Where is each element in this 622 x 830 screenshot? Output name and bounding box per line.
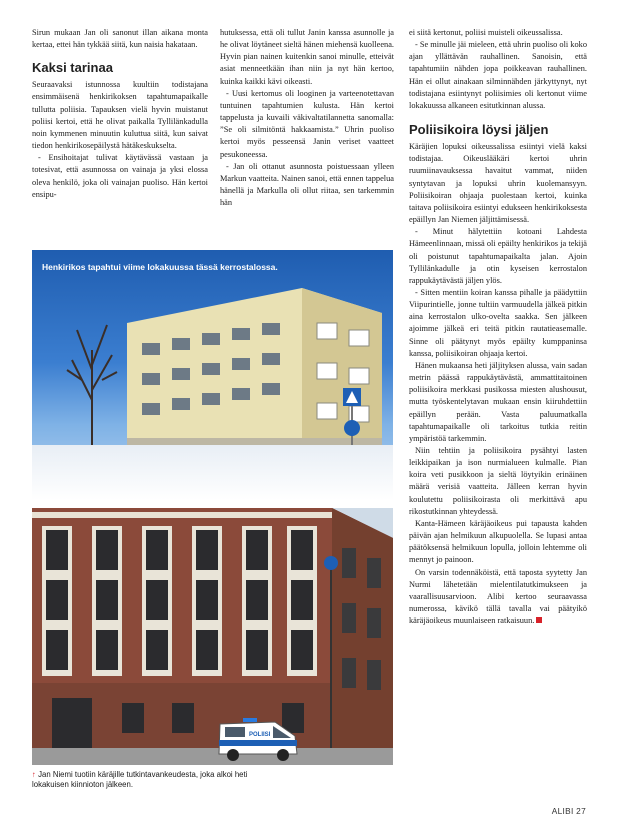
section-heading-poliisikoira: Poliisikoira löysi jäljen — [409, 122, 549, 138]
photo-apartment-building — [32, 250, 393, 500]
paragraph: - Minut hälytettiin kotoani Lahdesta Hämeenlinnaan, missä oli epäilty henkirikos ja tekijä oli poistunut tapahtumapaikalta jalan. Ajoin Tyllilänkadulle ja otin kyseisen kerrostalon rappukäytävästä jäljen ylös. — [409, 227, 587, 285]
paragraph: - Se minulle jäi mieleen, että uhrin puoliso oli koko ajan yllättävän rauhallinen. Sanoisin, että tapahtumiin nähden jopa poikkeavan rauhallinen. Hän ei ollut ainakaan silminnähden järkyttynyt, nyt todistajana esiintynyt poliisimies oli kertonut viime lokakuussa alkaneen esitutkinnan alussa. — [409, 40, 587, 110]
paragraph: Hänen mukaansa heti jäljityksen alussa, vain sadan metrin päässä rappukäytävästä, ammattitaitoinen poliisikoira merkkasi pusikossa miesten alushousut, mutta työskentelytavan mukaan ensin kiiruhdettiin epäillyn perään. Vasta paluumatkalla tapahtumapaikalle oli tarkoitus tutkia reitin ympäristöä tarkemmin. — [409, 360, 587, 443]
paragraph: Käräjien lopuksi oikeussalissa esiintyi vielä kaksi todistajaa. Oikeuslääkäri kertoi uhrin ruumiinavauksessa havaitut vammat, niiden syntytavan ja lopuksi uhrin kuolemansyyn. Poliisikoiran ohjaaja puolestaan kertoi, kuinka taitava poliisikoira esiintyi edukseen henkirikoksesta epäillyn Jan Niemen jäljittämisessä. — [409, 142, 587, 225]
paragraph — [409, 567, 587, 628]
paragraph: ei siitä kertonut, poliisi muisteli oikeussalissa. — [409, 28, 563, 37]
brick-building-graphic — [32, 508, 393, 765]
photo-caption — [32, 770, 252, 790]
snow-ground — [32, 445, 393, 500]
caption-text: Jan Niemi tuotiin käräjille tutkintavankeudesta, joka alkoi heti lokakuisen kiinnioton jälkeen. — [32, 770, 248, 789]
photo-courthouse-building — [32, 508, 393, 765]
text-column-2 — [220, 27, 394, 209]
paragraph: Sirun mukaan Jan oli sanonut illan aikana monta kertaa, ettei hän tykkää siitä, kun naisia hakataan. — [32, 28, 208, 50]
text-column-1 — [32, 27, 208, 201]
text-column-3 — [409, 27, 587, 627]
police-van-label: POLIISI — [249, 732, 271, 738]
paragraph: Niin tehtiin ja poliisikoira pysähtyi lasten leikkipaikan ja ison nurmialueen kulmalle. Pian koira veti pusikkoon ja sieltä löytyikin erinäinen määrä verisiä vaatteita. Jälleen kerran hyvin koulutettu poliisikoirasta oli merkittävä apu rikostutkinnan yhteydessä. — [409, 446, 587, 516]
photo-caption-overlay: Henkirikos tapahtui viime lokakuussa tässä kerrostalossa. — [42, 262, 278, 272]
section-heading-kaksi-tarinaa: Kaksi tarinaa — [32, 60, 113, 76]
end-mark-icon — [536, 617, 542, 623]
police-van-icon — [215, 712, 301, 762]
page-folio: ALIBI 27 — [551, 806, 586, 816]
paragraph: - Jan oli ottanut asunnosta poistuessaan ylleen Markun vaatteita. Nainen sanoi, että ennen tappelua hänellä ja Markulla oli ollut riitaa, sen tarkemmin hän — [220, 161, 394, 208]
arrow-up-icon: ↑ — [32, 770, 36, 779]
paragraph: - Ensihoitajat tulivat käytävässä vastaan ja totesivat, että asunnossa on vainaja ja yksi elossa oleva henkilö, joka oli vainajan puoliso. Hän kertoi ensipu- — [32, 153, 208, 199]
paragraph: Kanta-Hämeen käräjäoikeus pui tapausta kahden päivän ajan helmikuun alkupuolella. Se lupasi antaa päätöksensä helmikuun lopulla, jolloin lehtemme oli mennyt jo painoon. — [409, 518, 587, 565]
paragraph: hutuksessa, että oli tullut Janin kanssa asunnolle ja he olivat löytäneet sieltä hänen miehensä kuolleena. Hyvin pian nainen kuitenkin sanoi minulle, etteivät asiat menneetkään ihan niin ja nyt hän kertoo, kuinka kaikki kävi oikeasti. — [220, 28, 394, 86]
paragraph: Seuraavaksi istunnossa kuultiin todistajana ensimmäisenä henkirikoksen tapahtumapaikalle tullutta poliisia. Tapauksen vielä hyvin muistanut poliisi kertoi, että he olivat paikalla Tyllilänkadulla noin kymmenen minuutin kuluttua siitä, kun saivat tiedon henkirikosepäilystä hätäkeskukselta. — [32, 80, 208, 151]
paragraph: - Sitten mentiin koiran kanssa pihalle ja päädyttiin Viipurintielle, jonne tultiin varmuudella jälkeä pitkin aina kerrostalon ulko-ovelta saakka. Sen jälkeen ajoimme jälkeä eri teitä pitkin rautatieasemalle. Sinne oli päätynyt myös epäilty kumppaninsa kanssa, poliisikoiran ohjaaja kertoi. — [409, 287, 587, 358]
paragraph: - Uusi kertomus oli looginen ja varteenotettavan tuntuinen tapahtumien kulusta. Hän kertoi tappelusta ja kuvaili väkivaltatilannetta sanomalla: ”Se oli silmitöntä hakkaamista.” Uhrin puoliso kertoi myös pesseensä Janin veriset vaatteet pesukoneessa. — [220, 88, 394, 159]
paragraph-text: On varsin todennäköistä, että taposta syytetty Jan Nurmi lähetetään mielentilatutkimukseen ja vaarallisuusarvioon. Alibi kertoo seuraavassa numerossa, kävikö tällä tavalla vai päätyikö käräjäoikeus muunlaiseen ratkaisuun. — [409, 567, 587, 626]
